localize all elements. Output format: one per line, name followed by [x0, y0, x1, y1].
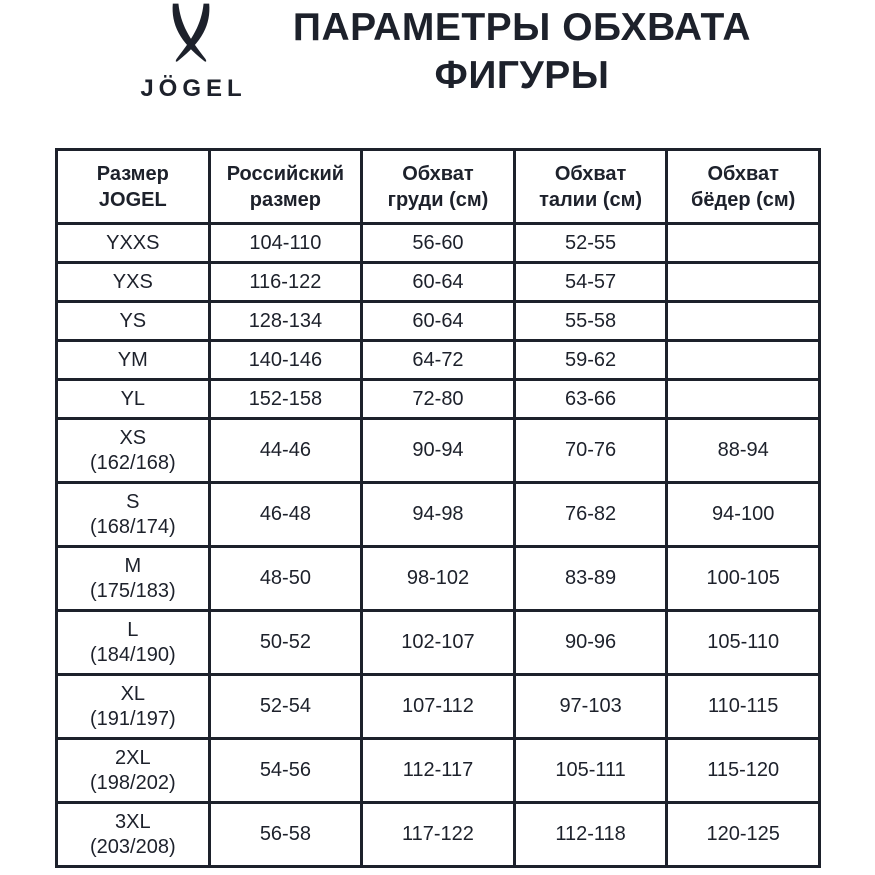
page-title-line1: ПАРАМЕТРЫ ОБХВАТА	[292, 6, 752, 49]
size-label: XL	[120, 682, 146, 705]
table-row-xl	[57, 675, 820, 739]
chest-cell: 94-98	[362, 483, 515, 547]
header-russian-size	[209, 150, 362, 224]
waist-cell: 52-55	[514, 224, 667, 263]
size-label: M	[124, 554, 142, 577]
size-label: L	[127, 618, 139, 641]
hips-cell: 120-125	[667, 803, 820, 867]
size-label: YM	[117, 348, 148, 371]
hips-cell	[667, 302, 820, 341]
size-cell	[57, 611, 210, 675]
russian-size-cell: 56-58	[209, 803, 362, 867]
header-chest-line2: груди (см)	[387, 188, 489, 211]
table-row-yxs	[57, 263, 820, 302]
header-chest	[362, 150, 515, 224]
size-cell	[57, 341, 210, 380]
hips-cell	[667, 224, 820, 263]
russian-size-cell: 48-50	[209, 547, 362, 611]
chest-cell: 117-122	[362, 803, 515, 867]
russian-size-cell: 104-110	[209, 224, 362, 263]
waist-cell: 83-89	[514, 547, 667, 611]
waist-cell: 54-57	[514, 263, 667, 302]
size-label: YXXS	[106, 231, 160, 254]
header-waist-line2: талии (см)	[539, 188, 643, 211]
chest-cell: 90-94	[362, 419, 515, 483]
chest-cell: 98-102	[362, 547, 515, 611]
size-cell	[57, 483, 210, 547]
table-row-yl	[57, 380, 820, 419]
hips-cell	[667, 341, 820, 380]
table-row-m	[57, 547, 820, 611]
size-height-note: (162/168)	[89, 451, 176, 474]
header-size-jogel-line1: Размер	[96, 162, 169, 185]
size-label: XS	[119, 426, 147, 449]
header-russian-size-line2: размер	[249, 188, 321, 211]
header-size-jogel	[57, 150, 210, 224]
hips-cell: 88-94	[667, 419, 820, 483]
hips-cell: 94-100	[667, 483, 820, 547]
waist-cell: 112-118	[514, 803, 667, 867]
waist-cell: 105-111	[514, 739, 667, 803]
table-row-2xl	[57, 739, 820, 803]
waist-cell: 70-76	[514, 419, 667, 483]
size-height-note: (184/190)	[89, 643, 176, 666]
russian-size-cell: 44-46	[209, 419, 362, 483]
table-body	[57, 224, 820, 867]
russian-size-cell: 128-134	[209, 302, 362, 341]
jogel-logo	[126, 2, 256, 103]
russian-size-cell: 54-56	[209, 739, 362, 803]
header-waist	[514, 150, 667, 224]
table-row-xs	[57, 419, 820, 483]
header-russian-size-line1: Российский	[226, 162, 345, 185]
table-row-yxxs	[57, 224, 820, 263]
hips-cell	[667, 380, 820, 419]
table-header	[57, 150, 820, 224]
waist-cell: 90-96	[514, 611, 667, 675]
chest-cell: 107-112	[362, 675, 515, 739]
chest-cell: 72-80	[362, 380, 515, 419]
hips-cell: 100-105	[667, 547, 820, 611]
table-row-3xl	[57, 803, 820, 867]
russian-size-cell: 50-52	[209, 611, 362, 675]
table-row-ys	[57, 302, 820, 341]
chest-cell: 56-60	[362, 224, 515, 263]
size-cell	[57, 380, 210, 419]
header-hips	[667, 150, 820, 224]
size-cell	[57, 675, 210, 739]
chest-cell: 112-117	[362, 739, 515, 803]
size-height-note: (191/197)	[89, 707, 176, 730]
size-label: YL	[120, 387, 146, 410]
page-title	[252, 4, 792, 100]
chest-cell: 60-64	[362, 302, 515, 341]
size-label: YS	[119, 309, 147, 332]
header-hips-line1: Обхват	[707, 162, 779, 185]
size-cell	[57, 803, 210, 867]
russian-size-cell: 52-54	[209, 675, 362, 739]
size-cell	[57, 224, 210, 263]
header	[0, 0, 875, 148]
hips-cell	[667, 263, 820, 302]
russian-size-cell: 152-158	[209, 380, 362, 419]
header-hips-line2: бёдер (см)	[691, 188, 796, 211]
size-label: 2XL	[115, 746, 151, 769]
waist-cell: 59-62	[514, 341, 667, 380]
jogel-emblem-icon	[165, 2, 217, 66]
size-height-note: (168/174)	[89, 515, 176, 538]
page-title-line2: ФИГУРЫ	[434, 54, 610, 97]
table-row-ym	[57, 341, 820, 380]
size-cell	[57, 302, 210, 341]
table-row-s	[57, 483, 820, 547]
size-label: S	[126, 490, 140, 513]
chest-cell: 64-72	[362, 341, 515, 380]
size-cell	[57, 419, 210, 483]
russian-size-cell: 140-146	[209, 341, 362, 380]
size-height-note: (198/202)	[89, 771, 176, 794]
size-label: 3XL	[115, 810, 151, 833]
size-height-note: (203/208)	[89, 835, 176, 858]
header-size-jogel-line2: JOGEL	[98, 188, 167, 211]
waist-cell: 76-82	[514, 483, 667, 547]
waist-cell: 55-58	[514, 302, 667, 341]
header-chest-line1: Обхват	[402, 162, 474, 185]
jogel-wordmark: JÖGEL	[140, 75, 247, 102]
size-height-note: (175/183)	[89, 579, 176, 602]
size-chart-table	[55, 148, 821, 868]
russian-size-cell: 116-122	[209, 263, 362, 302]
hips-cell: 115-120	[667, 739, 820, 803]
header-waist-line1: Обхват	[554, 162, 627, 185]
header-row	[57, 150, 820, 224]
size-cell	[57, 263, 210, 302]
waist-cell: 97-103	[514, 675, 667, 739]
chest-cell: 102-107	[362, 611, 515, 675]
hips-cell: 110-115	[667, 675, 820, 739]
size-label: YXS	[112, 270, 153, 293]
size-cell	[57, 547, 210, 611]
chest-cell: 60-64	[362, 263, 515, 302]
hips-cell: 105-110	[667, 611, 820, 675]
russian-size-cell: 46-48	[209, 483, 362, 547]
waist-cell: 63-66	[514, 380, 667, 419]
size-cell	[57, 739, 210, 803]
table-row-l	[57, 611, 820, 675]
